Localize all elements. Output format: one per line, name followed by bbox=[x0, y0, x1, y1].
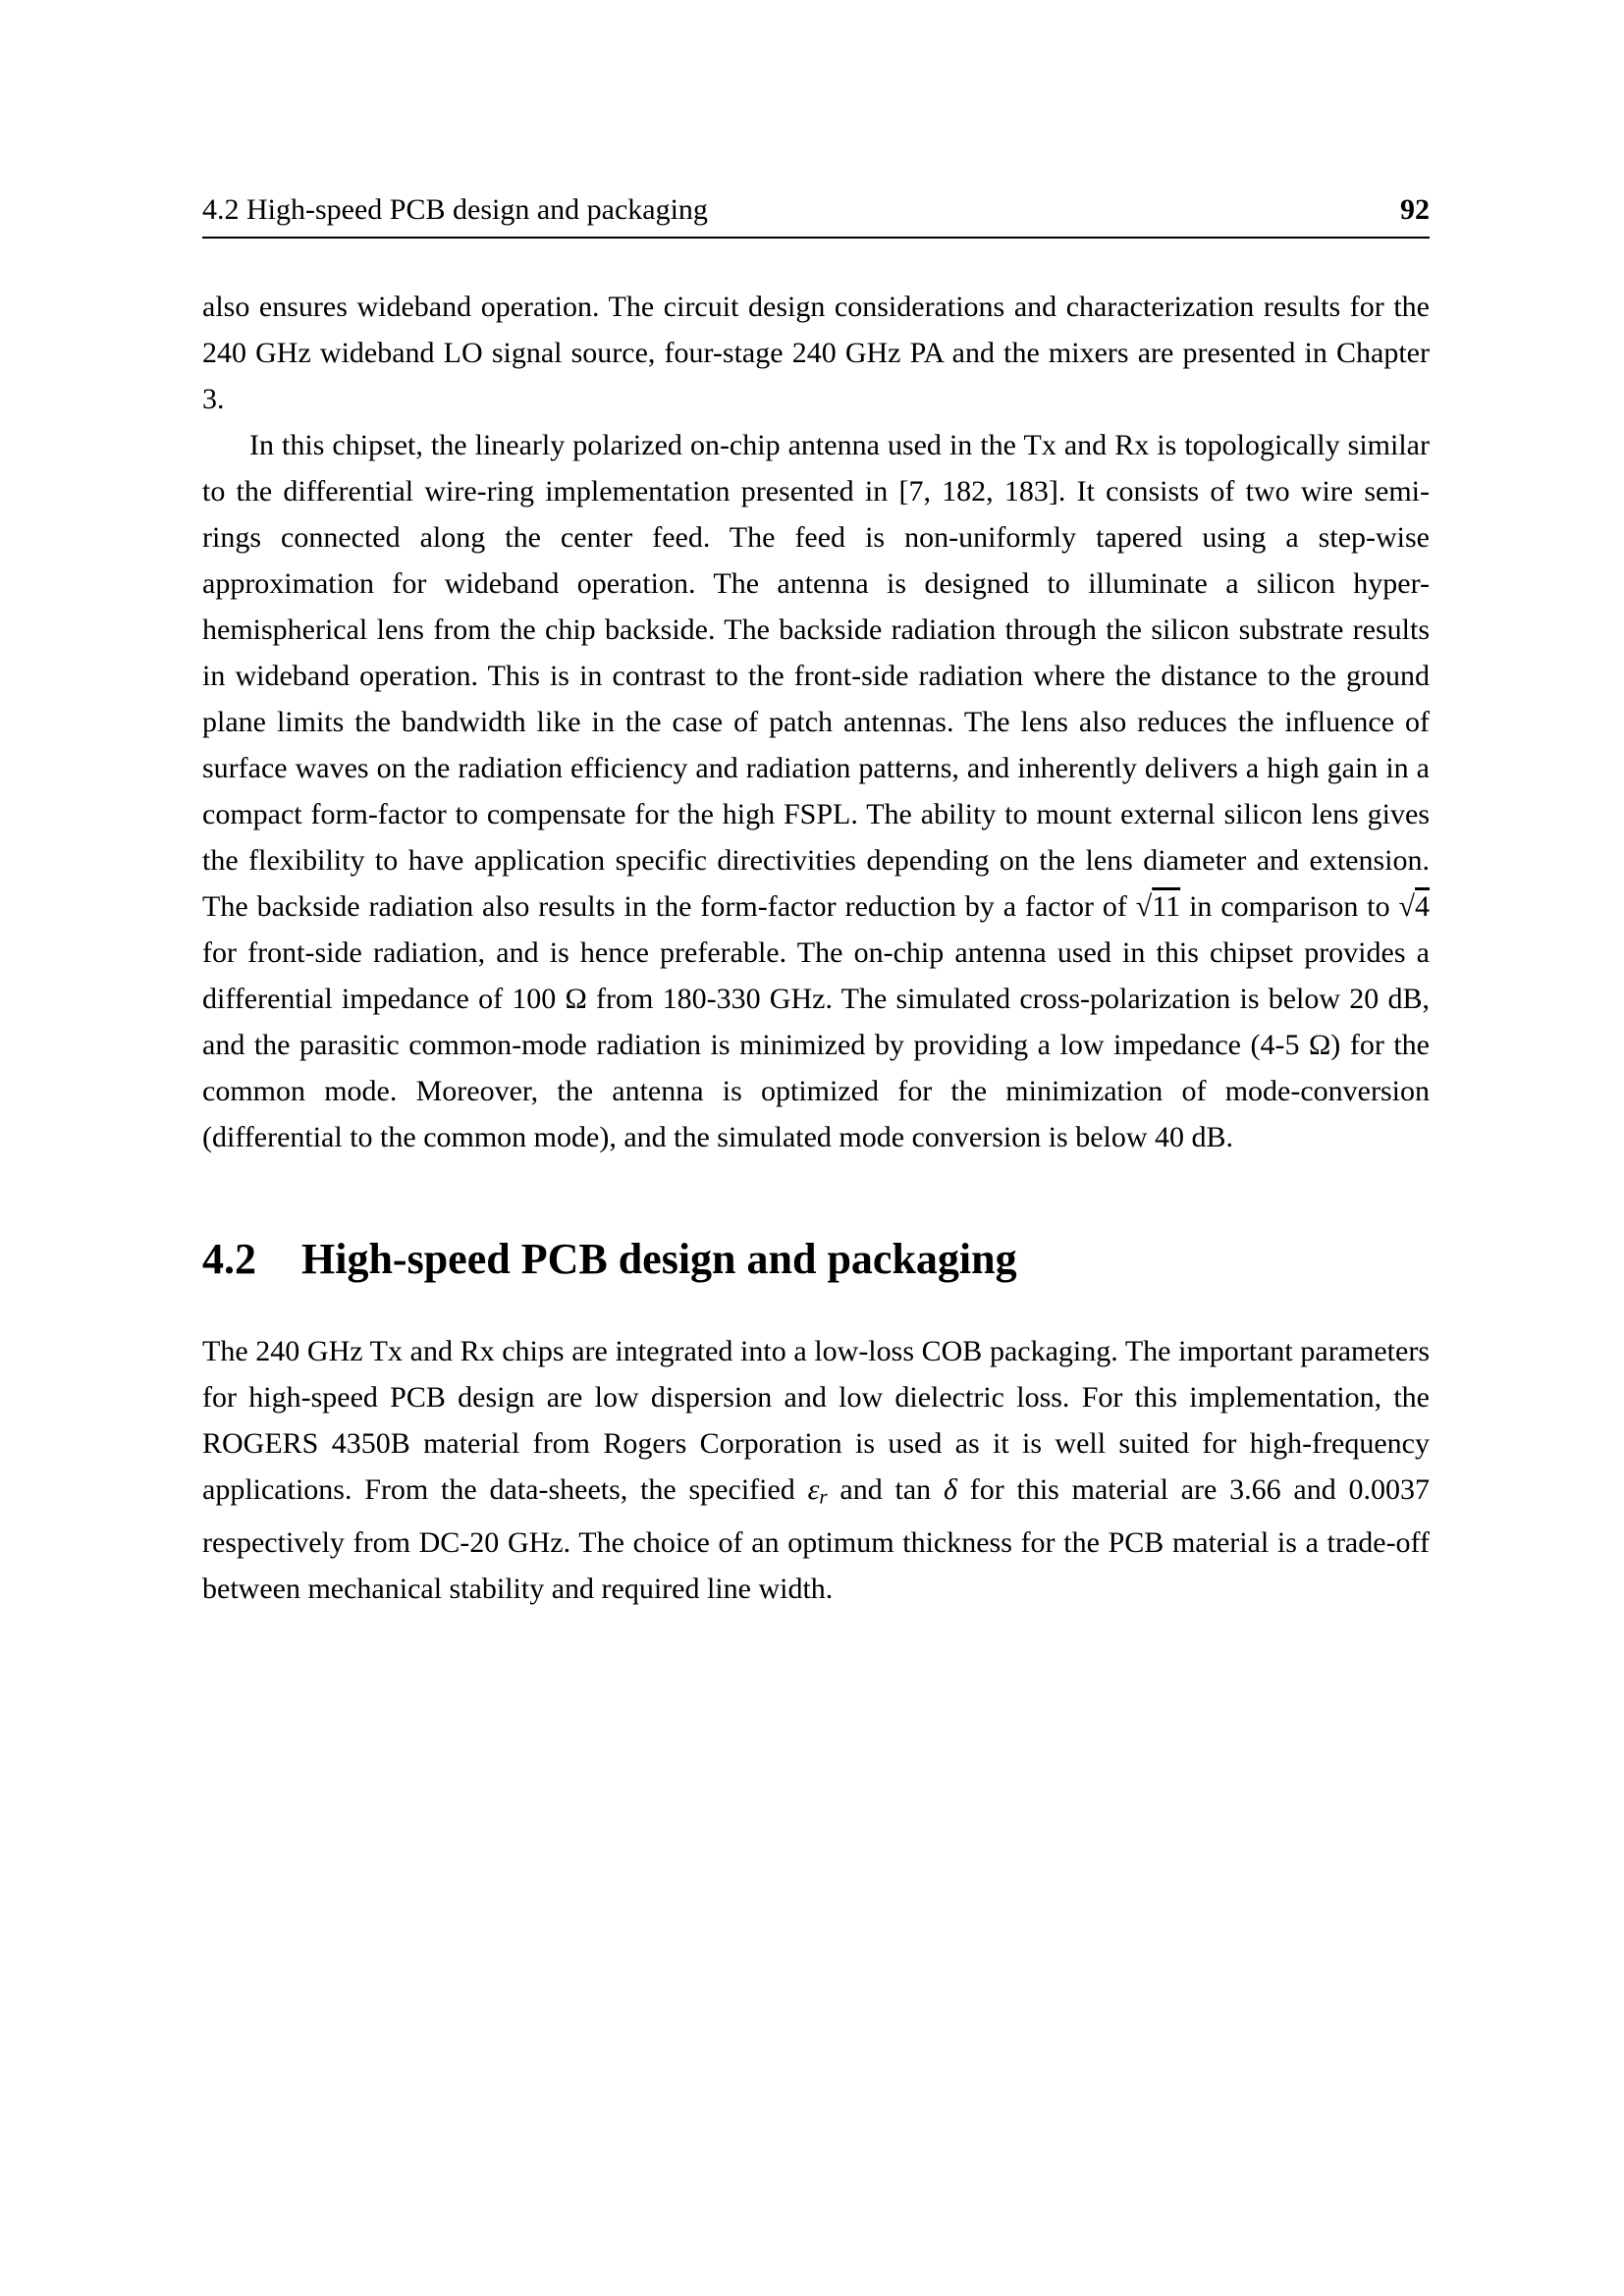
section-title: High-speed PCB design and packaging bbox=[301, 1235, 1017, 1283]
paragraph-antenna bbox=[202, 422, 1430, 1160]
text-run: √ bbox=[1135, 890, 1153, 923]
paragraph-intro bbox=[202, 284, 1430, 422]
section-heading bbox=[202, 1235, 1430, 1285]
text-run: and tan bbox=[827, 1472, 944, 1506]
text-run: ε bbox=[807, 1472, 820, 1506]
text-run: The 240 GHz Tx and Rx chips are integrated into a low-loss COB packaging. The important parameters for high-speed PCB design are low dispersion and low dielectric loss. For this implementation, the ROGERS 4350B material from Rogers Corporation is used as it is well suited for high-frequency applications. From the data-sheets, the specified bbox=[202, 1334, 1430, 1506]
text-run: also ensures wideband operation. The circuit design considerations and characterization results for the 240 GHz wideband LO signal source, four-stage 240 GHz PA and the mixers are presented in Chapter 3. bbox=[202, 291, 1430, 415]
paragraph-pcb bbox=[202, 1328, 1430, 1613]
text-run: for this material are 3.66 and 0.0037 respectively from DC-20 GHz. The choice of an optimum thickness for the PCB material is a trade-off between mechanical stability and required line width. bbox=[202, 1472, 1431, 1606]
text-run: √ bbox=[1398, 890, 1415, 923]
document-page bbox=[202, 192, 1430, 1612]
text-run: in comparison to bbox=[1180, 890, 1399, 923]
text-run: 4 bbox=[1415, 890, 1430, 923]
text-run: for front-side radiation, and is hence preferable. The on-chip antenna used in this chipset provides a differential impedance of 100 Ω from 180-330 GHz. The simulated cross-polarization is below 20 dB, and the parasitic common-mode radiation is minimized by providing a low impedance (4-5 Ω) for the common mode. Moreover, the antenna is optimized for the minimization of mode-conversion (differential to the common mode), and the simulated mode conversion is below 40 dB. bbox=[202, 936, 1430, 1153]
page-number: 92 bbox=[1400, 193, 1430, 226]
text-run: δ bbox=[943, 1472, 957, 1506]
page-header bbox=[202, 192, 1430, 239]
text-run: 11 bbox=[1152, 890, 1181, 923]
running-header bbox=[202, 192, 1430, 228]
running-header-title: 4.2 High-speed PCB design and packaging bbox=[202, 193, 708, 226]
text-run: In this chipset, the linearly polarized on-chip antenna used in the Tx and Rx is topologically similar to the differential wire-ring implementation presented in [7, 182, 183]. It consists of two wire semi-rings connected along the center feed. The feed is non-uniformly tapered using a step-wise approximation for wideband operation. The antenna is designed to illuminate a silicon hyper-hemispherical lens from the chip backside. The backside radiation through the silicon substrate results in wideband operation. This is in contrast to the front-side radiation where the distance to the ground plane limits the bandwidth like in the case of patch antennas. The lens also reduces the influence of surface waves on the radiation efficiency and radiation patterns, and inherently delivers a high gain in a compact form-factor to compensate for the high FSPL. The ability to mount external silicon lens gives the flexibility to have application specific directivities depending on the lens diameter and extension. The backside radiation also results in the form-factor reduction by a factor of bbox=[202, 429, 1430, 923]
section-number: 4.2 bbox=[202, 1235, 256, 1283]
page-body bbox=[202, 284, 1430, 1612]
text-run: r bbox=[819, 1484, 828, 1509]
header-rule bbox=[202, 237, 1430, 239]
